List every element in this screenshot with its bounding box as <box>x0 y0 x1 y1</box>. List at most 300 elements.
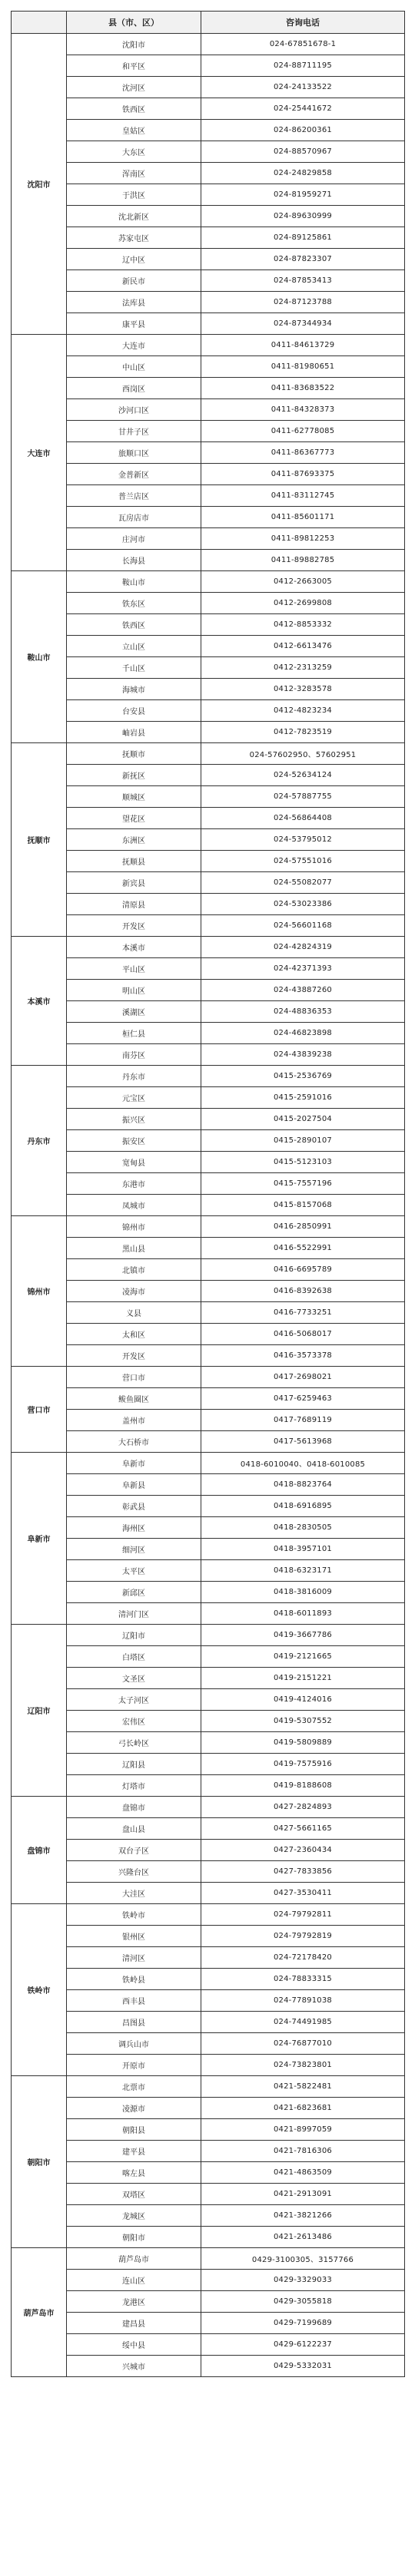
table-row <box>12 1195 405 1216</box>
phone-cell: 0416-8392638 <box>201 1281 405 1302</box>
phone-cell: 0417-5613968 <box>201 1431 405 1453</box>
phone-cell: 0419-4124016 <box>201 1689 405 1711</box>
phone-cell: 024-73823801 <box>201 2055 405 2076</box>
table-row <box>12 1474 405 1496</box>
phone-cell: 0416-5522991 <box>201 1238 405 1259</box>
phone-cell: 024-88570967 <box>201 141 405 163</box>
district-cell: 龙港区 <box>67 2291 201 2313</box>
phone-cell: 024-24829858 <box>201 163 405 184</box>
phone-cell: 0429-3329033 <box>201 2270 405 2291</box>
district-cell: 清河门区 <box>67 1603 201 1625</box>
city-cell: 丹东市 <box>12 1066 67 1216</box>
district-cell: 于洪区 <box>67 184 201 206</box>
district-cell: 辽阳县 <box>67 1754 201 1775</box>
district-cell: 北镇市 <box>67 1259 201 1281</box>
city-cell: 营口市 <box>12 1367 67 1453</box>
phone-cell: 0427-2824893 <box>201 1797 405 1818</box>
district-cell: 溪湖区 <box>67 1001 201 1023</box>
table-row <box>12 335 405 356</box>
phone-cell: 0417-2698021 <box>201 1367 405 1388</box>
district-cell: 岫岩县 <box>67 722 201 743</box>
phone-cell: 0412-4823234 <box>201 700 405 722</box>
phone-cell: 0415-7557196 <box>201 1173 405 1195</box>
district-cell: 灯塔市 <box>67 1775 201 1797</box>
table-row <box>12 442 405 464</box>
phone-cell: 0418-3816009 <box>201 1582 405 1603</box>
district-cell: 宏伟区 <box>67 1711 201 1732</box>
district-cell: 营口市 <box>67 1367 201 1388</box>
phone-cell: 0415-2890107 <box>201 1130 405 1152</box>
district-cell: 长海县 <box>67 550 201 571</box>
district-cell: 丹东市 <box>67 1066 201 1087</box>
table-row <box>12 1130 405 1152</box>
district-cell: 大连市 <box>67 335 201 356</box>
district-cell: 沙河口区 <box>67 399 201 421</box>
table-row <box>12 1990 405 2012</box>
phone-cell: 0419-3667786 <box>201 1625 405 1646</box>
table-row <box>12 915 405 937</box>
district-cell: 盘山县 <box>67 1818 201 1840</box>
phone-cell: 024-79792811 <box>201 1904 405 1926</box>
table-row <box>12 550 405 571</box>
district-cell: 旅顺口区 <box>67 442 201 464</box>
phone-cell: 0419-2121665 <box>201 1646 405 1668</box>
district-cell: 凌海市 <box>67 1281 201 1302</box>
phone-cell: 0415-2027504 <box>201 1109 405 1130</box>
phone-cell: 0415-2536769 <box>201 1066 405 1087</box>
phone-cell: 024-87823307 <box>201 249 405 270</box>
district-cell: 调兵山市 <box>67 2033 201 2055</box>
district-cell: 平山区 <box>67 958 201 980</box>
table-row <box>12 679 405 700</box>
header-district: 县（市、区） <box>67 12 201 34</box>
table-row <box>12 1087 405 1109</box>
table-row <box>12 55 405 77</box>
hotline-table <box>11 11 405 2377</box>
district-cell: 台安县 <box>67 700 201 722</box>
table-row <box>12 227 405 249</box>
phone-cell: 024-87853413 <box>201 270 405 292</box>
district-cell: 浑南区 <box>67 163 201 184</box>
district-cell: 双台子区 <box>67 1840 201 1861</box>
phone-cell: 0412-8853332 <box>201 614 405 636</box>
district-cell: 辽阳市 <box>67 1625 201 1646</box>
district-cell: 铁西区 <box>67 614 201 636</box>
phone-cell: 0429-3100305、3157766 <box>201 2248 405 2270</box>
city-cell: 铁岭市 <box>12 1904 67 2076</box>
table-row <box>12 2055 405 2076</box>
district-cell: 铁岭县 <box>67 1969 201 1990</box>
table-row <box>12 1066 405 1087</box>
table-row <box>12 1818 405 1840</box>
table-row <box>12 1388 405 1410</box>
phone-cell: 024-79792819 <box>201 1926 405 1947</box>
phone-cell: 024-87123788 <box>201 292 405 313</box>
table-row <box>12 872 405 894</box>
table-row <box>12 1646 405 1668</box>
district-cell: 普兰店区 <box>67 485 201 507</box>
phone-cell: 0419-8188608 <box>201 1775 405 1797</box>
district-cell: 弓长岭区 <box>67 1732 201 1754</box>
table-row <box>12 2334 405 2356</box>
phone-cell: 0427-2360434 <box>201 1840 405 1861</box>
table-row <box>12 1238 405 1259</box>
phone-cell: 0421-8997059 <box>201 2119 405 2141</box>
district-cell: 凤城市 <box>67 1195 201 1216</box>
city-cell: 沈阳市 <box>12 34 67 335</box>
phone-cell: 024-56864408 <box>201 808 405 829</box>
phone-cell: 0429-7199689 <box>201 2313 405 2334</box>
table-row <box>12 808 405 829</box>
district-cell: 康平县 <box>67 313 201 335</box>
table-row <box>12 1775 405 1797</box>
table-row <box>12 1001 405 1023</box>
phone-cell: 0419-7575916 <box>201 1754 405 1775</box>
phone-cell: 0421-5822481 <box>201 2076 405 2098</box>
district-cell: 喀左县 <box>67 2162 201 2184</box>
phone-cell: 024-43887260 <box>201 980 405 1001</box>
phone-cell: 0416-5068017 <box>201 1324 405 1345</box>
district-cell: 沈河区 <box>67 77 201 98</box>
district-cell: 和平区 <box>67 55 201 77</box>
table-row <box>12 614 405 636</box>
phone-cell: 0421-7816306 <box>201 2141 405 2162</box>
district-cell: 皇姑区 <box>67 120 201 141</box>
phone-cell: 024-24133522 <box>201 77 405 98</box>
city-cell: 葫芦岛市 <box>12 2248 67 2377</box>
phone-cell: 024-81959271 <box>201 184 405 206</box>
table-row <box>12 2184 405 2205</box>
table-row <box>12 829 405 851</box>
phone-cell: 024-52634124 <box>201 765 405 786</box>
phone-cell: 0421-3821266 <box>201 2205 405 2227</box>
table-row <box>12 1367 405 1388</box>
table-row <box>12 1926 405 1947</box>
table-row <box>12 1904 405 1926</box>
district-cell: 黑山县 <box>67 1238 201 1259</box>
table-row <box>12 1840 405 1861</box>
district-cell: 中山区 <box>67 356 201 378</box>
phone-cell: 024-53023386 <box>201 894 405 915</box>
table-row <box>12 2227 405 2248</box>
phone-cell: 024-55082077 <box>201 872 405 894</box>
district-cell: 铁西区 <box>67 98 201 120</box>
table-header-row <box>12 12 405 34</box>
phone-cell: 024-56601168 <box>201 915 405 937</box>
table-row <box>12 700 405 722</box>
table-row <box>12 571 405 593</box>
district-cell: 清原县 <box>67 894 201 915</box>
table-row <box>12 1689 405 1711</box>
table-row <box>12 464 405 485</box>
table-row <box>12 1044 405 1066</box>
district-cell: 明山区 <box>67 980 201 1001</box>
phone-cell: 0411-81980651 <box>201 356 405 378</box>
district-cell: 义县 <box>67 1302 201 1324</box>
phone-cell: 0411-84328373 <box>201 399 405 421</box>
district-cell: 顺城区 <box>67 786 201 808</box>
district-cell: 宽甸县 <box>67 1152 201 1173</box>
district-cell: 海城市 <box>67 679 201 700</box>
table-row <box>12 1797 405 1818</box>
table-row <box>12 1582 405 1603</box>
phone-cell: 024-72178420 <box>201 1947 405 1969</box>
district-cell: 鲅鱼圈区 <box>67 1388 201 1410</box>
district-cell: 辽中区 <box>67 249 201 270</box>
table-row <box>12 292 405 313</box>
header-city <box>12 12 67 34</box>
phone-cell: 024-86200361 <box>201 120 405 141</box>
table-row <box>12 163 405 184</box>
city-cell: 朝阳市 <box>12 2076 67 2248</box>
table-row <box>12 2356 405 2377</box>
district-cell: 西岗区 <box>67 378 201 399</box>
phone-cell: 0416-6695789 <box>201 1259 405 1281</box>
district-cell: 法库县 <box>67 292 201 313</box>
table-row <box>12 313 405 335</box>
table-row <box>12 2012 405 2033</box>
phone-cell: 024-89630999 <box>201 206 405 227</box>
district-cell: 锦州市 <box>67 1216 201 1238</box>
district-cell: 兴城市 <box>67 2356 201 2377</box>
table-row <box>12 2162 405 2184</box>
table-row <box>12 528 405 550</box>
phone-cell: 0429-5332031 <box>201 2356 405 2377</box>
phone-cell: 0412-2663005 <box>201 571 405 593</box>
district-cell: 葫芦岛市 <box>67 2248 201 2270</box>
phone-cell: 0411-86367773 <box>201 442 405 464</box>
district-cell: 太子河区 <box>67 1689 201 1711</box>
district-cell: 东港市 <box>67 1173 201 1195</box>
district-cell: 银州区 <box>67 1926 201 1947</box>
phone-cell: 0412-2699808 <box>201 593 405 614</box>
table-row <box>12 1410 405 1431</box>
district-cell: 太和区 <box>67 1324 201 1345</box>
table-row <box>12 1603 405 1625</box>
phone-cell: 0421-6823681 <box>201 2098 405 2119</box>
district-cell: 庄河市 <box>67 528 201 550</box>
table-row <box>12 593 405 614</box>
district-cell: 绥中县 <box>67 2334 201 2356</box>
phone-cell: 0415-2591016 <box>201 1087 405 1109</box>
phone-cell: 0411-87693375 <box>201 464 405 485</box>
phone-cell: 0418-3957101 <box>201 1539 405 1560</box>
district-cell: 盘锦市 <box>67 1797 201 1818</box>
table-row <box>12 1324 405 1345</box>
phone-cell: 0411-85601171 <box>201 507 405 528</box>
table-row <box>12 356 405 378</box>
phone-cell: 0427-5661165 <box>201 1818 405 1840</box>
header-phone: 咨询电话 <box>201 12 405 34</box>
table-row <box>12 378 405 399</box>
district-cell: 沈北新区 <box>67 206 201 227</box>
table-row <box>12 1625 405 1646</box>
phone-cell: 0421-4863509 <box>201 2162 405 2184</box>
district-cell: 开原市 <box>67 2055 201 2076</box>
district-cell: 细河区 <box>67 1539 201 1560</box>
table-row <box>12 2076 405 2098</box>
district-cell: 大东区 <box>67 141 201 163</box>
table-row <box>12 2033 405 2055</box>
district-cell: 海州区 <box>67 1517 201 1539</box>
phone-cell: 0419-5809889 <box>201 1732 405 1754</box>
table-row <box>12 1732 405 1754</box>
table-row <box>12 485 405 507</box>
table-row <box>12 1947 405 1969</box>
table-row <box>12 657 405 679</box>
district-cell: 抚顺市 <box>67 743 201 765</box>
phone-cell: 0412-7823519 <box>201 722 405 743</box>
district-cell: 白塔区 <box>67 1646 201 1668</box>
phone-cell: 0415-5123103 <box>201 1152 405 1173</box>
table-row <box>12 507 405 528</box>
district-cell: 双塔区 <box>67 2184 201 2205</box>
phone-cell: 024-53795012 <box>201 829 405 851</box>
table-row <box>12 2141 405 2162</box>
city-cell: 盘锦市 <box>12 1797 67 1904</box>
phone-cell: 0411-89882785 <box>201 550 405 571</box>
table-row <box>12 141 405 163</box>
phone-cell: 024-67851678-1 <box>201 34 405 55</box>
phone-cell: 0416-2850991 <box>201 1216 405 1238</box>
district-cell: 苏家屯区 <box>67 227 201 249</box>
district-cell: 清河区 <box>67 1947 201 1969</box>
table-row <box>12 1281 405 1302</box>
table-row <box>12 1023 405 1044</box>
phone-cell: 024-74491985 <box>201 2012 405 2033</box>
phone-cell: 024-57602950、57602951 <box>201 743 405 765</box>
table-row <box>12 98 405 120</box>
phone-cell: 024-76877010 <box>201 2033 405 2055</box>
phone-cell: 0415-8157068 <box>201 1195 405 1216</box>
district-cell: 铁东区 <box>67 593 201 614</box>
phone-cell: 0411-62778085 <box>201 421 405 442</box>
district-cell: 兴隆台区 <box>67 1861 201 1883</box>
table-row <box>12 765 405 786</box>
district-cell: 开发区 <box>67 1345 201 1367</box>
table-row <box>12 77 405 98</box>
table-row <box>12 184 405 206</box>
table-row <box>12 1560 405 1582</box>
table-row <box>12 1754 405 1775</box>
district-cell: 昌图县 <box>67 2012 201 2033</box>
table-row <box>12 206 405 227</box>
phone-cell: 0419-5307552 <box>201 1711 405 1732</box>
table-row <box>12 851 405 872</box>
table-row <box>12 2270 405 2291</box>
district-cell: 连山区 <box>67 2270 201 2291</box>
city-cell: 阜新市 <box>12 1453 67 1625</box>
district-cell: 立山区 <box>67 636 201 657</box>
table-row <box>12 1517 405 1539</box>
table-row <box>12 1152 405 1173</box>
phone-cell: 024-87344934 <box>201 313 405 335</box>
phone-cell: 0411-89812253 <box>201 528 405 550</box>
district-cell: 新邱区 <box>67 1582 201 1603</box>
phone-cell: 0412-6613476 <box>201 636 405 657</box>
table-row <box>12 120 405 141</box>
phone-cell: 024-42824319 <box>201 937 405 958</box>
district-cell: 新宾县 <box>67 872 201 894</box>
city-cell: 抚顺市 <box>12 743 67 937</box>
phone-cell: 0418-6323171 <box>201 1560 405 1582</box>
district-cell: 彰武县 <box>67 1496 201 1517</box>
district-cell: 建平县 <box>67 2141 201 2162</box>
phone-directory <box>11 11 404 2377</box>
table-row <box>12 2098 405 2119</box>
table-row <box>12 1668 405 1689</box>
district-cell: 文圣区 <box>67 1668 201 1689</box>
table-row <box>12 1453 405 1474</box>
phone-cell: 0429-3055818 <box>201 2291 405 2313</box>
table-row <box>12 722 405 743</box>
table-row <box>12 270 405 292</box>
phone-cell: 0411-84613729 <box>201 335 405 356</box>
phone-cell: 024-43839238 <box>201 1044 405 1066</box>
table-row <box>12 1711 405 1732</box>
phone-cell: 024-48836353 <box>201 1001 405 1023</box>
district-cell: 阜新市 <box>67 1453 201 1474</box>
phone-cell: 024-46823898 <box>201 1023 405 1044</box>
table-row <box>12 2291 405 2313</box>
district-cell: 盖州市 <box>67 1410 201 1431</box>
district-cell: 沈阳市 <box>67 34 201 55</box>
phone-cell: 0417-6259463 <box>201 1388 405 1410</box>
table-row <box>12 786 405 808</box>
table-row <box>12 2205 405 2227</box>
district-cell: 甘井子区 <box>67 421 201 442</box>
phone-cell: 0411-83112745 <box>201 485 405 507</box>
district-cell: 朝阳市 <box>67 2227 201 2248</box>
district-cell: 阜新县 <box>67 1474 201 1496</box>
district-cell: 铁岭市 <box>67 1904 201 1926</box>
phone-cell: 024-25441672 <box>201 98 405 120</box>
district-cell: 北票市 <box>67 2076 201 2098</box>
city-cell: 锦州市 <box>12 1216 67 1367</box>
district-cell: 桓仁县 <box>67 1023 201 1044</box>
table-row <box>12 1539 405 1560</box>
district-cell: 新民市 <box>67 270 201 292</box>
city-cell: 辽阳市 <box>12 1625 67 1797</box>
district-cell: 振安区 <box>67 1130 201 1152</box>
phone-cell: 024-78833315 <box>201 1969 405 1990</box>
table-row <box>12 1861 405 1883</box>
district-cell: 龙城区 <box>67 2205 201 2227</box>
phone-cell: 0412-2313259 <box>201 657 405 679</box>
table-row <box>12 980 405 1001</box>
phone-cell: 024-88711195 <box>201 55 405 77</box>
table-row <box>12 2248 405 2270</box>
phone-cell: 0418-6916895 <box>201 1496 405 1517</box>
phone-cell: 0427-7833856 <box>201 1861 405 1883</box>
phone-cell: 0419-2151221 <box>201 1668 405 1689</box>
phone-cell: 0418-6010040、0418-6010085 <box>201 1453 405 1474</box>
phone-cell: 0416-3573378 <box>201 1345 405 1367</box>
table-row <box>12 1259 405 1281</box>
table-row <box>12 2119 405 2141</box>
district-cell: 瓦房店市 <box>67 507 201 528</box>
table-row <box>12 958 405 980</box>
table-row <box>12 1431 405 1453</box>
table-row <box>12 636 405 657</box>
phone-cell: 024-57551016 <box>201 851 405 872</box>
table-row <box>12 2313 405 2334</box>
table-row <box>12 1883 405 1904</box>
district-cell: 凌源市 <box>67 2098 201 2119</box>
phone-cell: 0412-3283578 <box>201 679 405 700</box>
phone-cell: 0418-8823764 <box>201 1474 405 1496</box>
table-row <box>12 421 405 442</box>
